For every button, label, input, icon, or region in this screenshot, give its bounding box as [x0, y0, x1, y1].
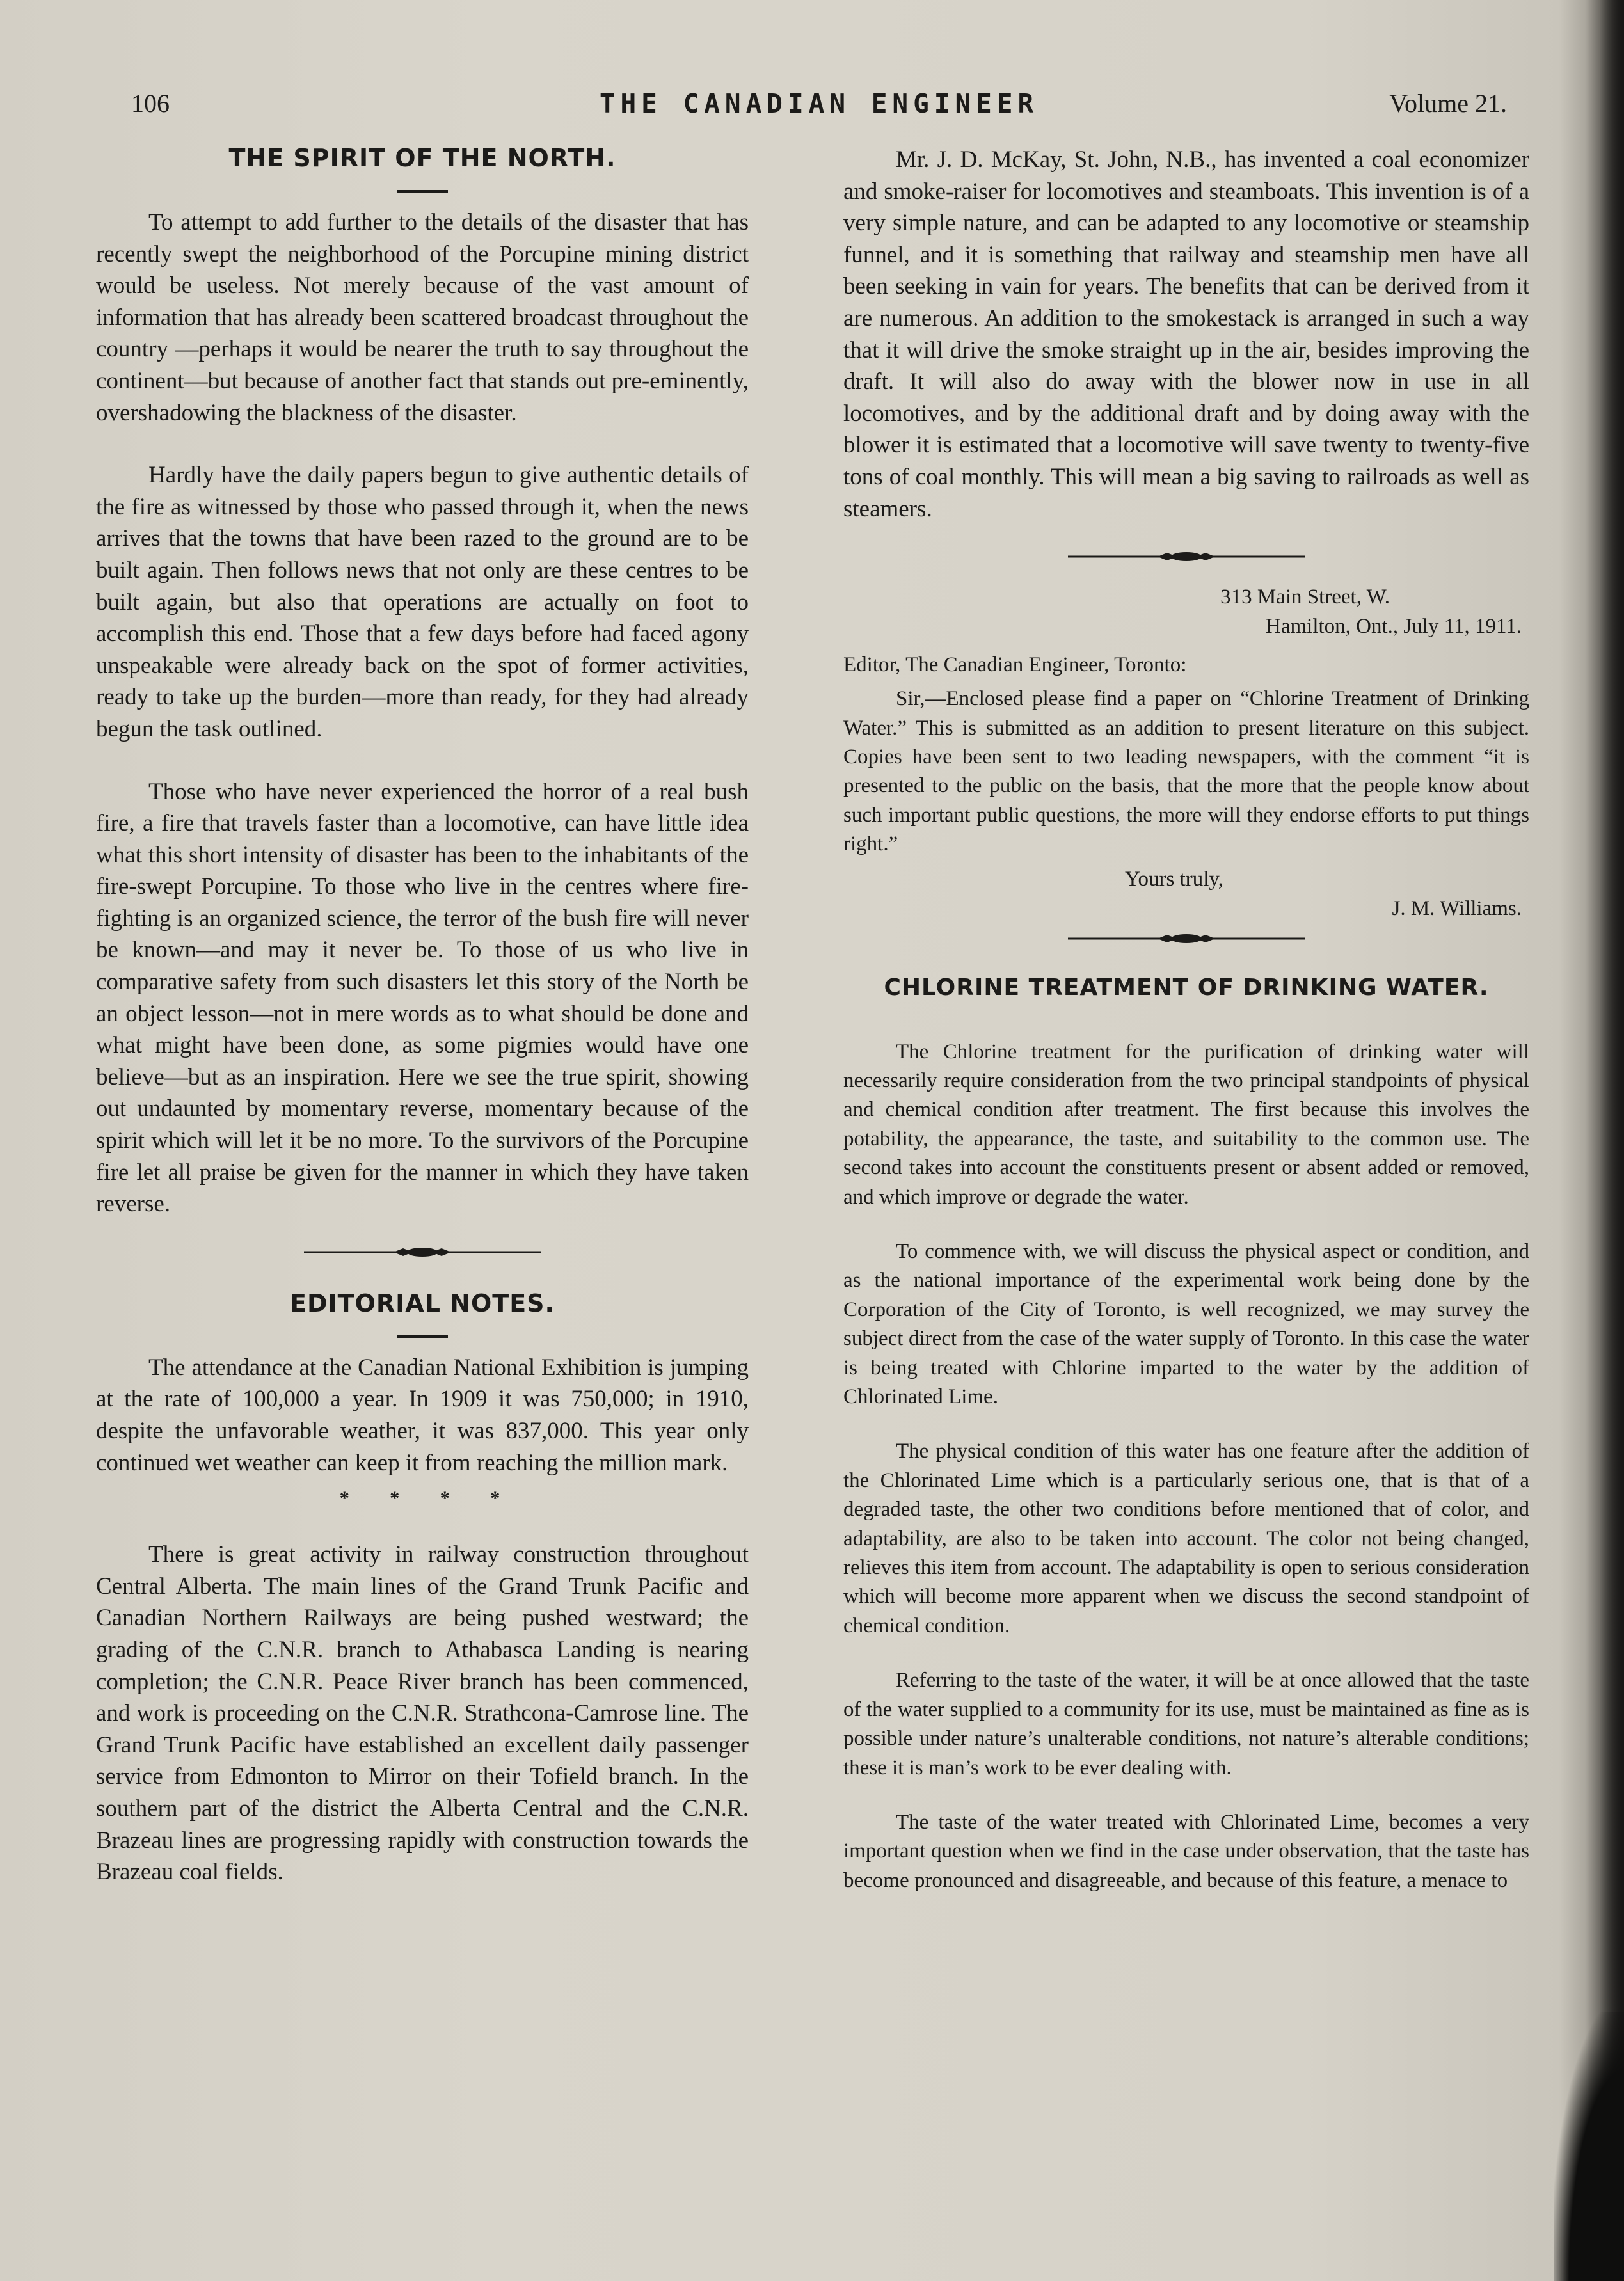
paragraph: The Chlorine treatment for the purification of drinking water will necessarily require consideration from the two principal standpoints of physical and chemical condition after treatment. The first because this involves the potability, the appearance, the taste, and suitability to the common use. The second takes into account the constituents present or absent added or removed, and which improve or degrade the water. — [843, 1040, 1529, 1209]
article-title: CHLORINE TREATMENT OF DRINKING WATER. — [884, 974, 1489, 1001]
paragraph: The physical condition of this water has one feature after the addition of the Chlorinated Lime which is a particularly serious one, that is that of a degraded taste, the other two conditions before mentioned that of color, and adaptability, are also to be taken into account. The color not being changed, relieves this item from account. The adaptability is open to serious consideration which will become more apparent when we discuss the second standpoint of chemical condition. — [843, 1440, 1529, 1637]
article-title: THE SPIRIT OF THE NORTH. — [228, 144, 616, 172]
paragraph: There is great activity in railway construction throughout Central Alberta. The main lines of the Grand Trunk Pacific and Canadian Northern Railways are being pushed westward; the grading of the C.N.R. branch to Athabasca Landing is nearing completion; the C.N.R. Peace River branch has been commenced, and work is proceeding on the C.N.R. Strathcona-Camrose line. The Grand Trunk Pacific have established an excellent daily passenger service from Edmonton to Mirror on their Tofield branch. In the southern part of the district the Alberta Central and the C.N.R. Brazeau lines are progressing rapidly with construction towards the Brazeau coal fields. — [96, 1541, 749, 1886]
asterism-separator: * * * * — [339, 1488, 518, 1509]
ornamental-divider — [304, 1246, 541, 1259]
title-rule — [397, 190, 448, 193]
letter-to-editor — [843, 582, 1529, 923]
paragraph: To commence with, we will discuss the physical aspect or condition, and as the national importance of the experimental work being done by the Corporation of the City of Toronto, is well recognized, we may survey the subject direct from the case of the water supply of Toronto. In this case the water is being treated with Chlorine imparted to the water by the addition of Chlorinated Lime. — [843, 1240, 1529, 1409]
left-column — [96, 144, 749, 1888]
closing-line: Yours truly, — [1125, 867, 1224, 891]
page-corner-shadow — [1554, 2012, 1624, 2281]
letter-body: Sir,—Enclosed please find a paper on “Chlorine Treatment of Drinking Water.” This is submitted as an addition to present literature on this subject. Copies have been sent to two leading newspapers, with the comment “it is presented to the public on the basis, that the more that the people know about such important public questions, the more will they endorse efforts to put things right.” — [843, 687, 1529, 856]
address-line: 313 Main Street, W. — [1220, 585, 1390, 609]
paragraph: Those who have never experienced the horror of a real bush fire, a fire that travels faster than a locomotive, can have little idea what this short intensity of disaster has been to the inhabitants of the fire-swept Porcupine. To those who live in the centres where fire-fighting is an organized science, the terror of the bush fire will never be known—and may it never be. To those of us who live in comparative safety from such disasters let this story of the North be an object lesson—not in mere words as to what should be done and what might have been done, as some pigmies would have one believe—but as an inspiration. Here we see the true spirit, showing out undaunted by momentary reverse, momentary because of the spirit which will let it be no more. To the survivors of the Porcupine fire let all praise be given for the manner in which they have taken reverse. — [96, 778, 749, 1218]
right-column — [843, 144, 1529, 1895]
article-chlorine-treatment — [843, 974, 1529, 1896]
paragraph-mckay: Mr. J. D. McKay, St. John, N.B., has invented a coal economizer and smoke-raiser for locomotives and steamboats. This invention is of a very simple nature, and can be adapted to any locomotive or steamship funnel, and it is something that railway and steamship men have all been seeking in vain for years. The benefits that can be derived from it are numerous. An addition to the smokestack is arranged in such a way that it will drive the smoke straight up in the air, besides improving the draft. It will also do away with the blower now in use in all locomotives, and by the additional draft and by doing away with the blower it is estimated that a locomotive will save twenty to twenty-five tons of coal monthly. This will mean a big saving to railroads as well as steamers. — [843, 147, 1529, 522]
ornamental-divider — [1068, 932, 1305, 945]
paragraph: To attempt to add further to the details of the disaster that has recently swept the neighborhood of the Porcupine mining district would be useless. Not merely because of the vast amount of information that has already been scattered broadcast throughout the country —perhaps it would be nearer the truth to say throughout the continent—but because of another fact that stands out pre-eminently, overshadowing the blackness of the disaster. — [96, 209, 749, 426]
signature: J. M. Williams. — [1392, 896, 1522, 920]
letter-address — [843, 582, 1529, 641]
page-number: 106 — [131, 89, 170, 118]
ornamental-divider — [1068, 550, 1305, 563]
paragraph: The attendance at the Canadian National Exhibition is jumping at the rate of 100,000 a year. In 1909 it was 750,000; in 1910, despite the unfavorable weather, it was 837,000. This year only continued wet weather can keep it from reaching the million mark. — [96, 1354, 749, 1476]
address-line: Hamilton, Ont., July 11, 1911. — [1266, 615, 1522, 639]
running-head — [131, 88, 1507, 127]
article-title: EDITORIAL NOTES. — [290, 1289, 555, 1317]
article-spirit-of-the-north — [96, 144, 749, 1220]
paragraph: Hardly have the daily papers begun to give authentic details of the fire as witnessed by those who passed through it, when the news arrives that the towns that have been razed to the ground are to be built again. Then follows news that not only are these centres to be built again, but also that operations are actually on foot to accomplish this end. Those that a few days before had faced agony unspeakable were already back on the spot of former activities, ready to take up the burden—more than ready, for they had already begun the task outlined. — [96, 462, 749, 742]
letter-salutation: Editor, The Canadian Engineer, Toronto: — [843, 653, 1187, 677]
article-editorial-notes — [96, 1289, 749, 1888]
volume-label: Volume 21. — [1389, 89, 1507, 118]
paragraph: The taste of the water treated with Chlorinated Lime, becomes a very important question when we find in the case under observation, that the taste has become pronounced and disagreeable, and because of this feature, a menace to — [843, 1810, 1529, 1892]
journal-title: THE CANADIAN ENGINEER — [599, 88, 1039, 119]
letter-closing — [843, 864, 1529, 923]
binding-edge-shadow — [1586, 0, 1624, 2281]
paragraph: Referring to the taste of the water, it will be at once allowed that the taste of the water supplied to a community for its use, must be maintained as fine as is possible under nature’s unalterable conditions, not nature’s alterable conditions; these it is man’s work to be ever dealing with. — [843, 1669, 1529, 1779]
title-rule — [397, 1335, 448, 1338]
